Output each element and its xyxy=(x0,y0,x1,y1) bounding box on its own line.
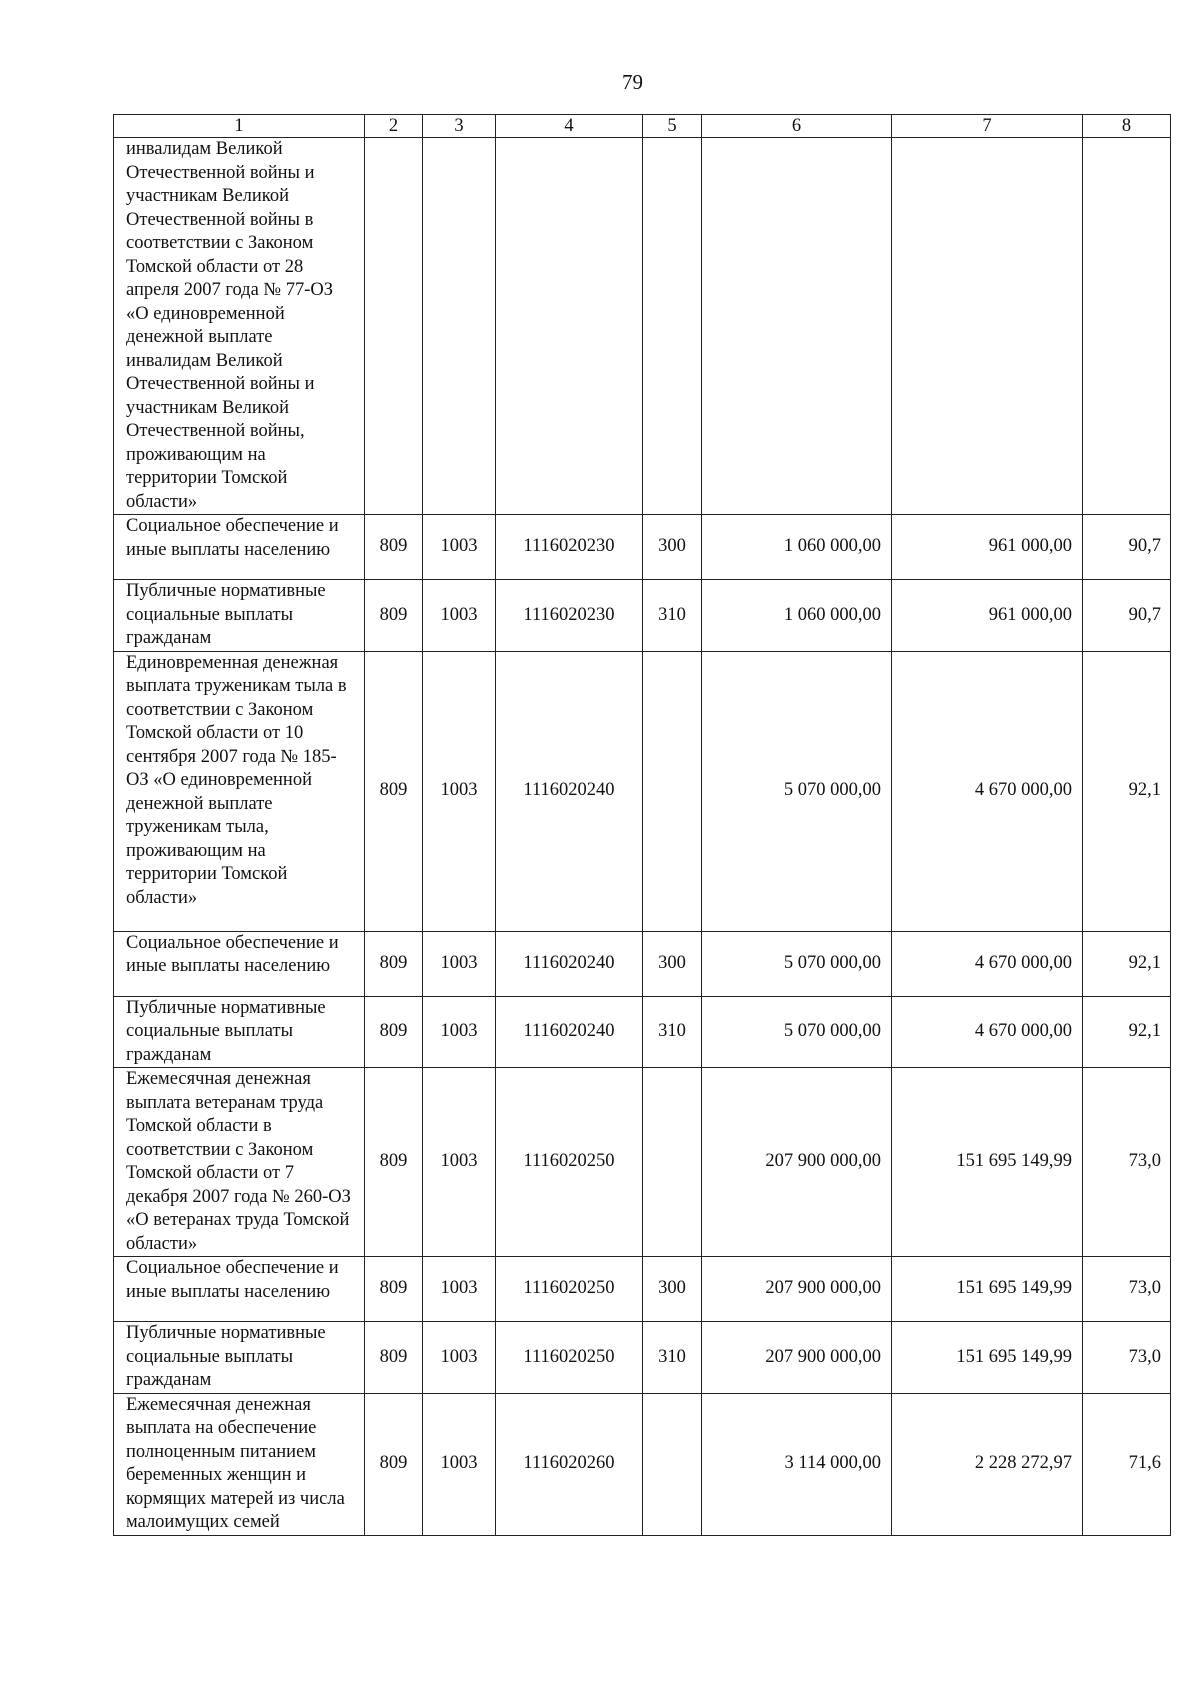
row-description: инвалидам Великой Отечественной войны и участникам Великой Отечественной войны в соответствии с Законом Томской области от 28 апреля 2007 года № 77-ОЗ «О единовременной денежной выплате инвалидам Великой Отечественной войны и участникам Великой Отечественной войны, проживающим на территории Томской области» xyxy=(114,138,365,515)
table-row xyxy=(114,1393,1171,1535)
subsection-code: 1003 xyxy=(423,515,496,580)
actual-amount: 4 670 000,00 xyxy=(892,651,1083,931)
subsection-code: 1003 xyxy=(423,996,496,1068)
percent-executed: 73,0 xyxy=(1083,1068,1171,1257)
section-code: 809 xyxy=(365,1393,423,1535)
expense-type-code: 300 xyxy=(643,515,702,580)
header-cell: 3 xyxy=(423,115,496,138)
planned-amount: 5 070 000,00 xyxy=(702,931,892,996)
actual-amount: 961 000,00 xyxy=(892,580,1083,652)
table-row xyxy=(114,1068,1171,1257)
subsection-code: 1003 xyxy=(423,1068,496,1257)
percent-executed: 92,1 xyxy=(1083,931,1171,996)
table-row xyxy=(114,996,1171,1068)
percent-executed: 71,6 xyxy=(1083,1393,1171,1535)
planned-amount: 5 070 000,00 xyxy=(702,996,892,1068)
actual-amount: 151 695 149,99 xyxy=(892,1068,1083,1257)
expense-type-code: 300 xyxy=(643,931,702,996)
subsection-code: 1003 xyxy=(423,1393,496,1535)
percent-executed: 92,1 xyxy=(1083,996,1171,1068)
subsection-code: 1003 xyxy=(423,580,496,652)
planned-amount: 1 060 000,00 xyxy=(702,515,892,580)
percent-executed: 73,0 xyxy=(1083,1257,1171,1322)
table-row xyxy=(114,1322,1171,1394)
table-row xyxy=(114,580,1171,652)
actual-amount xyxy=(892,138,1083,515)
target-article-code: 1116020250 xyxy=(496,1257,643,1322)
target-article-code: 1116020230 xyxy=(496,580,643,652)
actual-amount: 4 670 000,00 xyxy=(892,931,1083,996)
section-code xyxy=(365,138,423,515)
row-description: Ежемесячная денежная выплата на обеспечение полноценным питанием беременных женщин и кормящих матерей из числа малоимущих семей xyxy=(114,1393,365,1535)
table-row xyxy=(114,651,1171,931)
actual-amount: 151 695 149,99 xyxy=(892,1257,1083,1322)
target-article-code: 1116020240 xyxy=(496,996,643,1068)
section-code: 809 xyxy=(365,580,423,652)
section-code: 809 xyxy=(365,1257,423,1322)
section-code: 809 xyxy=(365,1322,423,1394)
header-cell: 1 xyxy=(114,115,365,138)
section-code: 809 xyxy=(365,651,423,931)
percent-executed: 73,0 xyxy=(1083,1322,1171,1394)
actual-amount: 151 695 149,99 xyxy=(892,1322,1083,1394)
row-description: Ежемесячная денежная выплата ветеранам труда Томской области в соответствии с Законом Томской области от 7 декабря 2007 года № 260-ОЗ «О ветеранах труда Томской области» xyxy=(114,1068,365,1257)
expense-type-code xyxy=(643,138,702,515)
row-description: Публичные нормативные социальные выплаты гражданам xyxy=(114,996,365,1068)
row-description: Социальное обеспечение и иные выплаты населению xyxy=(114,515,365,580)
planned-amount: 207 900 000,00 xyxy=(702,1068,892,1257)
expense-type-code xyxy=(643,651,702,931)
planned-amount: 3 114 000,00 xyxy=(702,1393,892,1535)
subsection-code: 1003 xyxy=(423,931,496,996)
table-row xyxy=(114,515,1171,580)
row-description: Социальное обеспечение и иные выплаты населению xyxy=(114,1257,365,1322)
planned-amount xyxy=(702,138,892,515)
expense-type-code: 310 xyxy=(643,580,702,652)
header-cell: 4 xyxy=(496,115,643,138)
table-row xyxy=(114,1257,1171,1322)
percent-executed: 90,7 xyxy=(1083,515,1171,580)
section-code: 809 xyxy=(365,515,423,580)
header-cell: 2 xyxy=(365,115,423,138)
row-description: Публичные нормативные социальные выплаты гражданам xyxy=(114,580,365,652)
row-description: Социальное обеспечение и иные выплаты населению xyxy=(114,931,365,996)
header-cell: 8 xyxy=(1083,115,1171,138)
expense-type-code: 310 xyxy=(643,1322,702,1394)
subsection-code: 1003 xyxy=(423,651,496,931)
subsection-code: 1003 xyxy=(423,1257,496,1322)
header-cell: 6 xyxy=(702,115,892,138)
table-row xyxy=(114,138,1171,515)
header-row xyxy=(114,115,1171,138)
actual-amount: 961 000,00 xyxy=(892,515,1083,580)
actual-amount: 4 670 000,00 xyxy=(892,996,1083,1068)
header-cell: 7 xyxy=(892,115,1083,138)
planned-amount: 207 900 000,00 xyxy=(702,1257,892,1322)
expense-type-code: 310 xyxy=(643,996,702,1068)
expense-type-code xyxy=(643,1393,702,1535)
expense-type-code: 300 xyxy=(643,1257,702,1322)
section-code: 809 xyxy=(365,1068,423,1257)
percent-executed xyxy=(1083,138,1171,515)
budget-table xyxy=(113,114,1171,1536)
planned-amount: 1 060 000,00 xyxy=(702,580,892,652)
target-article-code: 1116020250 xyxy=(496,1068,643,1257)
target-article-code: 1116020240 xyxy=(496,931,643,996)
planned-amount: 5 070 000,00 xyxy=(702,651,892,931)
target-article-code: 1116020240 xyxy=(496,651,643,931)
row-description: Публичные нормативные социальные выплаты гражданам xyxy=(114,1322,365,1394)
header-cell: 5 xyxy=(643,115,702,138)
planned-amount: 207 900 000,00 xyxy=(702,1322,892,1394)
target-article-code xyxy=(496,138,643,515)
expense-type-code xyxy=(643,1068,702,1257)
percent-executed: 90,7 xyxy=(1083,580,1171,652)
target-article-code: 1116020250 xyxy=(496,1322,643,1394)
target-article-code: 1116020260 xyxy=(496,1393,643,1535)
section-code: 809 xyxy=(365,996,423,1068)
section-code: 809 xyxy=(365,931,423,996)
row-description: Единовременная денежная выплата труженикам тыла в соответствии с Законом Томской области от 10 сентября 2007 года № 185-ОЗ «О единовременной денежной выплате труженикам тыла, проживающим на территории Томской области» xyxy=(114,651,365,931)
table-row xyxy=(114,931,1171,996)
percent-executed: 92,1 xyxy=(1083,651,1171,931)
subsection-code: 1003 xyxy=(423,1322,496,1394)
subsection-code xyxy=(423,138,496,515)
actual-amount: 2 228 272,97 xyxy=(892,1393,1083,1535)
target-article-code: 1116020230 xyxy=(496,515,643,580)
page-number: 79 xyxy=(622,70,643,94)
